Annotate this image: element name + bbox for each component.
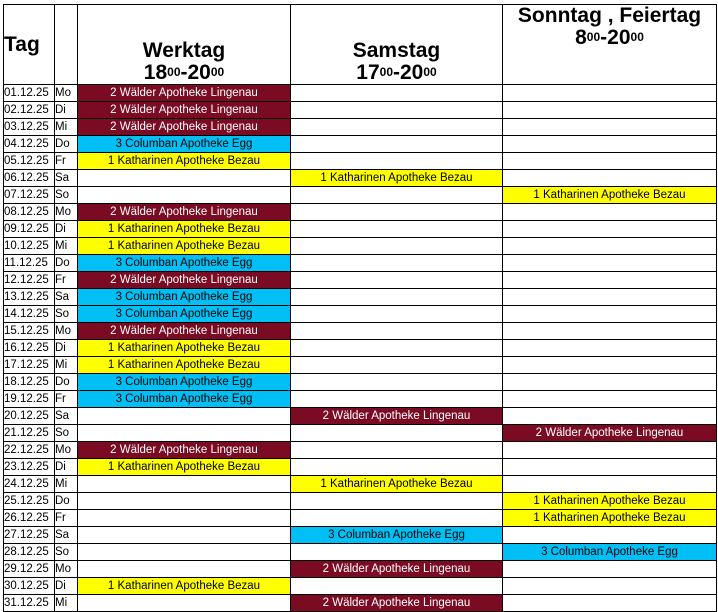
table-row	[4, 170, 717, 187]
row-date: 23.12.25	[4, 459, 55, 476]
row-samstag-cell	[291, 391, 503, 408]
row-weekday: Fr	[55, 391, 78, 408]
row-date: 10.12.25	[4, 238, 55, 255]
table-row	[4, 306, 717, 323]
table-row	[4, 493, 717, 510]
row-date: 09.12.25	[4, 221, 55, 238]
table-row	[4, 425, 717, 442]
row-werktag-cell: 2 Wälder Apotheke Lingenau	[78, 323, 291, 340]
row-date: 15.12.25	[4, 323, 55, 340]
header-samstag-time: $17^{00}-20^{00}$	[356, 61, 437, 84]
header-samstag	[291, 5, 503, 85]
row-werktag-cell: 3 Columban Apotheke Egg	[78, 374, 291, 391]
row-werktag-cell	[78, 493, 291, 510]
header-sonntag-time: $8^{00}-20^{00}$	[575, 26, 644, 49]
row-sonntag-cell	[503, 136, 717, 153]
row-werktag-cell	[78, 425, 291, 442]
row-date: 19.12.25	[4, 391, 55, 408]
row-sonntag-cell	[503, 561, 717, 578]
table-row	[4, 204, 717, 221]
table-row	[4, 476, 717, 493]
row-weekday: Fr	[55, 510, 78, 527]
row-date: 08.12.25	[4, 204, 55, 221]
row-weekday: Mi	[55, 595, 78, 612]
row-weekday: So	[55, 306, 78, 323]
row-date: 31.12.25	[4, 595, 55, 612]
row-samstag-cell	[291, 289, 503, 306]
table-row	[4, 578, 717, 595]
row-sonntag-cell	[503, 476, 717, 493]
row-weekday: Sa	[55, 408, 78, 425]
header-samstag-label: Samstag	[352, 39, 441, 62]
row-samstag-cell	[291, 510, 503, 527]
row-weekday: Mo	[55, 442, 78, 459]
row-samstag-cell	[291, 153, 503, 170]
table-row	[4, 561, 717, 578]
row-werktag-cell: 1 Katharinen Apotheke Bezau	[78, 578, 291, 595]
row-samstag-cell: 3 Columban Apotheke Egg	[291, 527, 503, 544]
row-date: 30.12.25	[4, 578, 55, 595]
row-weekday: Mi	[55, 119, 78, 136]
row-date: 06.12.25	[4, 170, 55, 187]
row-werktag-cell	[78, 544, 291, 561]
row-weekday: Di	[55, 340, 78, 357]
row-sonntag-cell	[503, 459, 717, 476]
row-samstag-cell	[291, 459, 503, 476]
row-date: 22.12.25	[4, 442, 55, 459]
row-weekday: Mi	[55, 357, 78, 374]
row-weekday: Mi	[55, 238, 78, 255]
table-row	[4, 323, 717, 340]
row-werktag-cell: 2 Wälder Apotheke Lingenau	[78, 272, 291, 289]
row-samstag-cell	[291, 136, 503, 153]
table-row	[4, 391, 717, 408]
row-weekday: Mo	[55, 85, 78, 102]
row-werktag-cell	[78, 408, 291, 425]
row-date: 02.12.25	[4, 102, 55, 119]
row-sonntag-cell	[503, 255, 717, 272]
row-samstag-cell	[291, 357, 503, 374]
pharmacy-duty-table	[3, 4, 717, 612]
row-weekday: So	[55, 425, 78, 442]
row-weekday: Fr	[55, 153, 78, 170]
row-samstag-cell	[291, 340, 503, 357]
row-sonntag-cell: 1 Katharinen Apotheke Bezau	[503, 187, 717, 204]
row-samstag-cell	[291, 204, 503, 221]
row-samstag-cell	[291, 306, 503, 323]
row-werktag-cell: 3 Columban Apotheke Egg	[78, 306, 291, 323]
table-row	[4, 459, 717, 476]
row-werktag-cell: 3 Columban Apotheke Egg	[78, 391, 291, 408]
row-werktag-cell: 1 Katharinen Apotheke Bezau	[78, 153, 291, 170]
row-weekday: Di	[55, 578, 78, 595]
table-row	[4, 289, 717, 306]
row-werktag-cell: 1 Katharinen Apotheke Bezau	[78, 357, 291, 374]
row-sonntag-cell	[503, 306, 717, 323]
row-sonntag-cell	[503, 85, 717, 102]
row-werktag-cell: 2 Wälder Apotheke Lingenau	[78, 102, 291, 119]
row-samstag-cell: 1 Katharinen Apotheke Bezau	[291, 170, 503, 187]
header-row	[4, 5, 717, 85]
header-sonntag-label: Sonntag , Feiertag	[517, 4, 702, 27]
row-sonntag-cell: 3 Columban Apotheke Egg	[503, 544, 717, 561]
row-sonntag-cell	[503, 408, 717, 425]
row-samstag-cell	[291, 187, 503, 204]
row-sonntag-cell	[503, 595, 717, 612]
row-date: 14.12.25	[4, 306, 55, 323]
row-sonntag-cell	[503, 153, 717, 170]
row-weekday: Do	[55, 136, 78, 153]
row-date: 07.12.25	[4, 187, 55, 204]
row-date: 13.12.25	[4, 289, 55, 306]
table-row	[4, 136, 717, 153]
row-date: 25.12.25	[4, 493, 55, 510]
table-row	[4, 272, 717, 289]
row-weekday: So	[55, 544, 78, 561]
row-samstag-cell	[291, 442, 503, 459]
row-samstag-cell: 2 Wälder Apotheke Lingenau	[291, 408, 503, 425]
row-sonntag-cell: 2 Wälder Apotheke Lingenau	[503, 425, 717, 442]
row-werktag-cell: 1 Katharinen Apotheke Bezau	[78, 238, 291, 255]
row-date: 16.12.25	[4, 340, 55, 357]
row-date: 11.12.25	[4, 255, 55, 272]
table-row	[4, 119, 717, 136]
row-samstag-cell	[291, 119, 503, 136]
table-row	[4, 85, 717, 102]
row-weekday: Do	[55, 374, 78, 391]
row-sonntag-cell	[503, 204, 717, 221]
row-date: 04.12.25	[4, 136, 55, 153]
row-sonntag-cell	[503, 323, 717, 340]
header-werktag	[78, 5, 291, 85]
row-weekday: Di	[55, 459, 78, 476]
row-sonntag-cell	[503, 221, 717, 238]
row-samstag-cell	[291, 102, 503, 119]
table-row	[4, 595, 717, 612]
row-weekday: Do	[55, 255, 78, 272]
row-samstag-cell	[291, 578, 503, 595]
row-date: 24.12.25	[4, 476, 55, 493]
row-weekday: Fr	[55, 272, 78, 289]
row-sonntag-cell	[503, 527, 717, 544]
table-row	[4, 153, 717, 170]
row-werktag-cell: 1 Katharinen Apotheke Bezau	[78, 221, 291, 238]
table-row	[4, 102, 717, 119]
table-row	[4, 238, 717, 255]
table-row	[4, 255, 717, 272]
row-samstag-cell	[291, 238, 503, 255]
row-date: 29.12.25	[4, 561, 55, 578]
row-date: 18.12.25	[4, 374, 55, 391]
row-samstag-cell	[291, 493, 503, 510]
table-row	[4, 374, 717, 391]
row-samstag-cell: 1 Katharinen Apotheke Bezau	[291, 476, 503, 493]
row-date: 26.12.25	[4, 510, 55, 527]
row-samstag-cell	[291, 323, 503, 340]
row-samstag-cell: 2 Wälder Apotheke Lingenau	[291, 561, 503, 578]
row-samstag-cell	[291, 544, 503, 561]
row-sonntag-cell: 1 Katharinen Apotheke Bezau	[503, 493, 717, 510]
row-werktag-cell	[78, 527, 291, 544]
row-weekday: Mo	[55, 323, 78, 340]
row-werktag-cell: 1 Katharinen Apotheke Bezau	[78, 459, 291, 476]
row-werktag-cell: 2 Wälder Apotheke Lingenau	[78, 204, 291, 221]
row-samstag-cell	[291, 272, 503, 289]
row-sonntag-cell	[503, 170, 717, 187]
row-werktag-cell	[78, 170, 291, 187]
row-date: 05.12.25	[4, 153, 55, 170]
header-weekday-spacer	[55, 5, 78, 85]
header-werktag-time: $18^{00}-20^{00}$	[143, 61, 225, 84]
row-weekday: Do	[55, 493, 78, 510]
table-row	[4, 187, 717, 204]
row-weekday: Mo	[55, 561, 78, 578]
row-werktag-cell	[78, 187, 291, 204]
row-sonntag-cell	[503, 442, 717, 459]
table-row	[4, 527, 717, 544]
row-werktag-cell	[78, 476, 291, 493]
table-row	[4, 408, 717, 425]
row-sonntag-cell	[503, 374, 717, 391]
row-samstag-cell	[291, 221, 503, 238]
row-weekday: So	[55, 187, 78, 204]
row-date: 28.12.25	[4, 544, 55, 561]
row-sonntag-cell	[503, 238, 717, 255]
row-sonntag-cell	[503, 340, 717, 357]
row-samstag-cell	[291, 255, 503, 272]
row-date: 21.12.25	[4, 425, 55, 442]
table-row	[4, 221, 717, 238]
header-tag: Tag	[4, 5, 55, 85]
row-samstag-cell	[291, 425, 503, 442]
row-samstag-cell: 2 Wälder Apotheke Lingenau	[291, 595, 503, 612]
row-sonntag-cell	[503, 102, 717, 119]
row-sonntag-cell	[503, 578, 717, 595]
table-row	[4, 357, 717, 374]
table-row	[4, 510, 717, 527]
row-werktag-cell	[78, 510, 291, 527]
header-werktag-label: Werktag	[142, 39, 226, 62]
row-werktag-cell: 3 Columban Apotheke Egg	[78, 136, 291, 153]
row-werktag-cell	[78, 595, 291, 612]
row-sonntag-cell	[503, 289, 717, 306]
row-date: 17.12.25	[4, 357, 55, 374]
row-weekday: Di	[55, 221, 78, 238]
row-date: 27.12.25	[4, 527, 55, 544]
row-sonntag-cell	[503, 119, 717, 136]
row-sonntag-cell: 1 Katharinen Apotheke Bezau	[503, 510, 717, 527]
row-werktag-cell: 1 Katharinen Apotheke Bezau	[78, 340, 291, 357]
row-date: 03.12.25	[4, 119, 55, 136]
row-weekday: Sa	[55, 527, 78, 544]
row-sonntag-cell	[503, 357, 717, 374]
row-werktag-cell: 3 Columban Apotheke Egg	[78, 255, 291, 272]
row-date: 12.12.25	[4, 272, 55, 289]
row-weekday: Di	[55, 102, 78, 119]
row-date: 20.12.25	[4, 408, 55, 425]
row-weekday: Mo	[55, 204, 78, 221]
row-weekday: Sa	[55, 170, 78, 187]
row-date: 01.12.25	[4, 85, 55, 102]
table-row	[4, 544, 717, 561]
row-sonntag-cell	[503, 272, 717, 289]
row-werktag-cell	[78, 561, 291, 578]
row-weekday: Mi	[55, 476, 78, 493]
row-werktag-cell: 3 Columban Apotheke Egg	[78, 289, 291, 306]
row-werktag-cell: 2 Wälder Apotheke Lingenau	[78, 85, 291, 102]
table-row	[4, 442, 717, 459]
header-sonntag	[503, 5, 717, 85]
row-werktag-cell: 2 Wälder Apotheke Lingenau	[78, 442, 291, 459]
row-samstag-cell	[291, 85, 503, 102]
row-sonntag-cell	[503, 391, 717, 408]
row-weekday: Sa	[55, 289, 78, 306]
row-samstag-cell	[291, 374, 503, 391]
row-werktag-cell: 2 Wälder Apotheke Lingenau	[78, 119, 291, 136]
table-row	[4, 340, 717, 357]
